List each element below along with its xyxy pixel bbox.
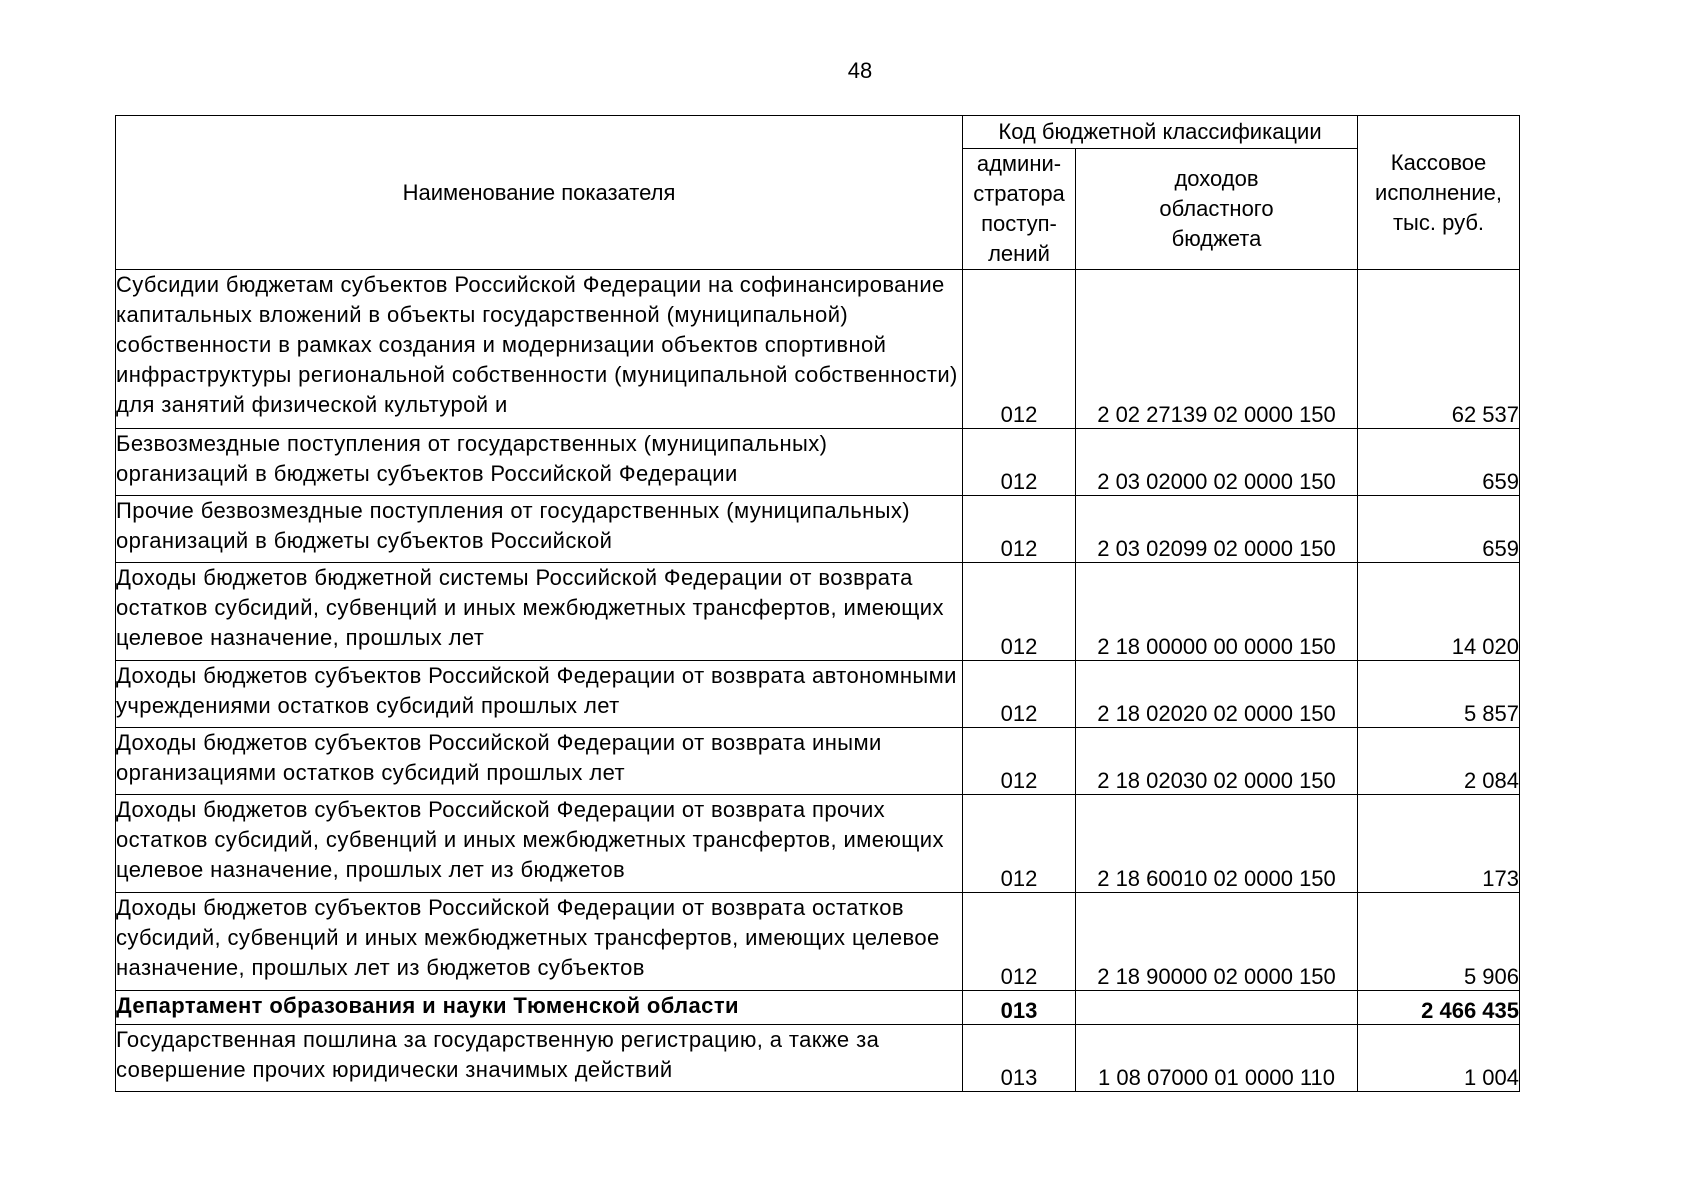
row-income-code — [1076, 991, 1358, 1025]
row-admin-code: 012 — [963, 429, 1076, 496]
table-row — [116, 893, 1520, 991]
budget-table — [115, 115, 1520, 1092]
row-admin-code: 012 — [963, 270, 1076, 429]
table-row — [116, 728, 1520, 795]
row-amount: 2 084 — [1358, 728, 1520, 795]
row-income-code: 2 18 02030 02 0000 150 — [1076, 728, 1358, 795]
row-amount: 5 857 — [1358, 661, 1520, 728]
table-row-department — [116, 991, 1520, 1025]
page-number: 48 — [847, 58, 873, 83]
table-row — [116, 661, 1520, 728]
row-admin-code: 012 — [963, 563, 1076, 661]
row-amount: 173 — [1358, 795, 1520, 893]
row-admin-code: 012 — [963, 496, 1076, 563]
table-row — [116, 429, 1520, 496]
header-administrator: админи- стратора поступ- лений — [963, 149, 1076, 270]
row-name: Доходы бюджетов субъектов Российской Федерации от возврата иными организациями остатков субсидий прошлых лет — [116, 730, 882, 785]
row-admin-code: 012 — [963, 893, 1076, 991]
row-name: Департамент образования и науки Тюменской области — [116, 993, 739, 1018]
table-row — [116, 563, 1520, 661]
row-name: Прочие безвозмездные поступления от государственных (муниципальных) организаций в бюджеты субъектов Российской — [116, 498, 910, 553]
header-cash-execution: Кассовое исполнение, тыс. руб. — [1358, 116, 1520, 270]
row-admin-code: 013 — [963, 991, 1076, 1025]
row-income-code: 2 18 60010 02 0000 150 — [1076, 795, 1358, 893]
table-row — [116, 1025, 1520, 1092]
row-amount: 2 466 435 — [1358, 991, 1520, 1025]
header-classification-group: Код бюджетной классификации — [963, 116, 1358, 149]
row-amount: 1 004 — [1358, 1025, 1520, 1092]
row-name: Безвозмездные поступления от государственных (муниципальных) организаций в бюджеты субъектов Российской Федерации — [116, 431, 828, 486]
row-income-code: 2 03 02000 02 0000 150 — [1076, 429, 1358, 496]
row-amount: 62 537 — [1358, 270, 1520, 429]
row-amount: 5 906 — [1358, 893, 1520, 991]
row-name: Государственная пошлина за государственную регистрацию, а также за совершение прочих юридически значимых действий — [116, 1027, 880, 1082]
row-income-code: 2 18 00000 00 0000 150 — [1076, 563, 1358, 661]
header-income-code: доходов областного бюджета — [1076, 149, 1358, 270]
row-income-code: 2 03 02099 02 0000 150 — [1076, 496, 1358, 563]
header-name: Наименование показателя — [116, 116, 963, 270]
table-row — [116, 795, 1520, 893]
row-name: Субсидии бюджетам субъектов Российской Федерации на софинансирование капитальных вложений в объекты государственной (муниципальной) собственности в рамках создания и модернизации объектов спортивной инфраструктуры региональной собственности (муниципальной собственности) для занятий физической культурой и — [116, 272, 958, 417]
row-name: Доходы бюджетов субъектов Российской Федерации от возврата остатков субсидий, субвенций и иных межбюджетных трансфертов, имеющих целевое назначение, прошлых лет из бюджетов субъектов — [116, 895, 940, 980]
row-income-code: 2 18 90000 02 0000 150 — [1076, 893, 1358, 991]
row-amount: 659 — [1358, 429, 1520, 496]
table-row — [116, 496, 1520, 563]
row-admin-code: 013 — [963, 1025, 1076, 1092]
table-row — [116, 270, 1520, 429]
row-income-code: 1 08 07000 01 0000 110 — [1076, 1025, 1358, 1092]
row-amount: 14 020 — [1358, 563, 1520, 661]
row-admin-code: 012 — [963, 661, 1076, 728]
row-name: Доходы бюджетов бюджетной системы Российской Федерации от возврата остатков субсидий, субвенций и иных межбюджетных трансфертов, имеющих целевое назначение, прошлых лет — [116, 565, 944, 650]
row-admin-code: 012 — [963, 795, 1076, 893]
row-admin-code: 012 — [963, 728, 1076, 795]
row-income-code: 2 02 27139 02 0000 150 — [1076, 270, 1358, 429]
row-name: Доходы бюджетов субъектов Российской Федерации от возврата автономными учреждениями остатков субсидий прошлых лет — [116, 663, 957, 718]
row-amount: 659 — [1358, 496, 1520, 563]
row-income-code: 2 18 02020 02 0000 150 — [1076, 661, 1358, 728]
row-name: Доходы бюджетов субъектов Российской Федерации от возврата прочих остатков субсидий, субвенций и иных межбюджетных трансфертов, имеющих целевое назначение, прошлых лет из бюджетов — [116, 797, 944, 882]
